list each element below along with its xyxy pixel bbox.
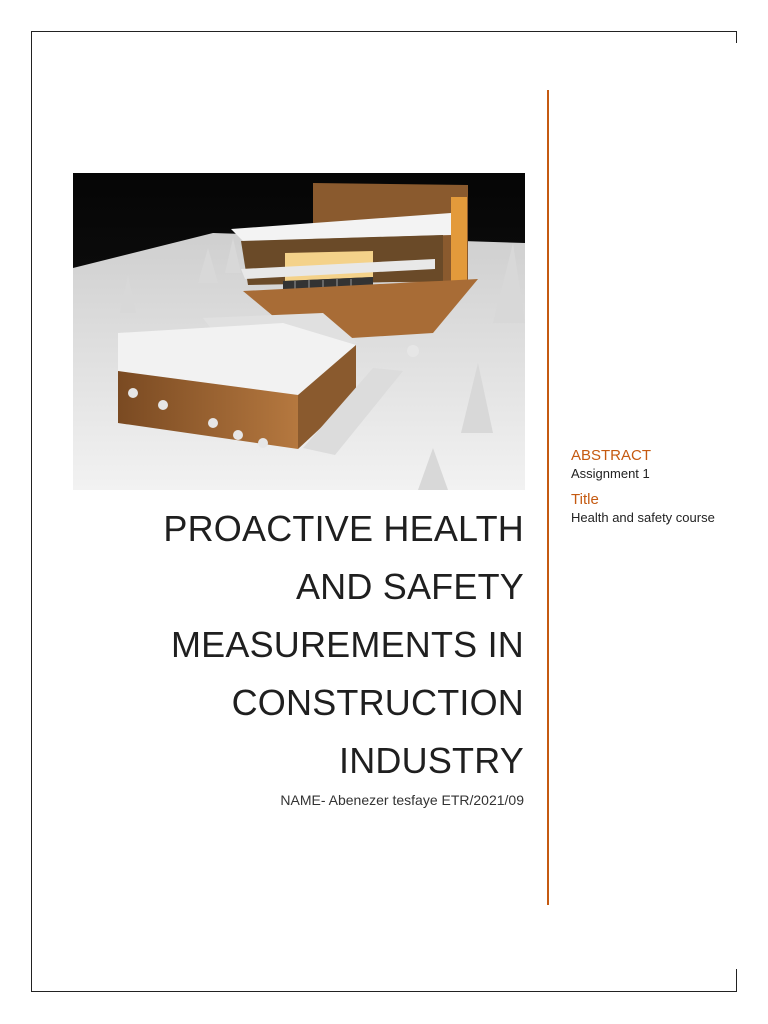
- abstract-text: Assignment 1: [571, 466, 650, 481]
- title-heading: Title: [571, 491, 599, 508]
- title-line: CONSTRUCTION: [231, 682, 524, 723]
- abstract-sidebar: [571, 446, 721, 526]
- title-line: PROACTIVE HEALTH: [163, 508, 524, 549]
- title-line: MEASUREMENTS IN: [170, 624, 524, 665]
- page-corner-mark: [736, 969, 737, 992]
- author-line: NAME- Abenezer tesfaye ETR/2021/09: [280, 792, 524, 808]
- title-line: INDUSTRY: [339, 740, 524, 781]
- document-title: [110, 500, 524, 790]
- accent-divider: [547, 90, 549, 905]
- cover-image: [73, 173, 525, 490]
- title-text: Health and safety course: [571, 510, 715, 525]
- title-line: AND SAFETY: [295, 566, 524, 607]
- page-corner-mark: [736, 31, 737, 43]
- abstract-heading: ABSTRACT: [571, 447, 652, 464]
